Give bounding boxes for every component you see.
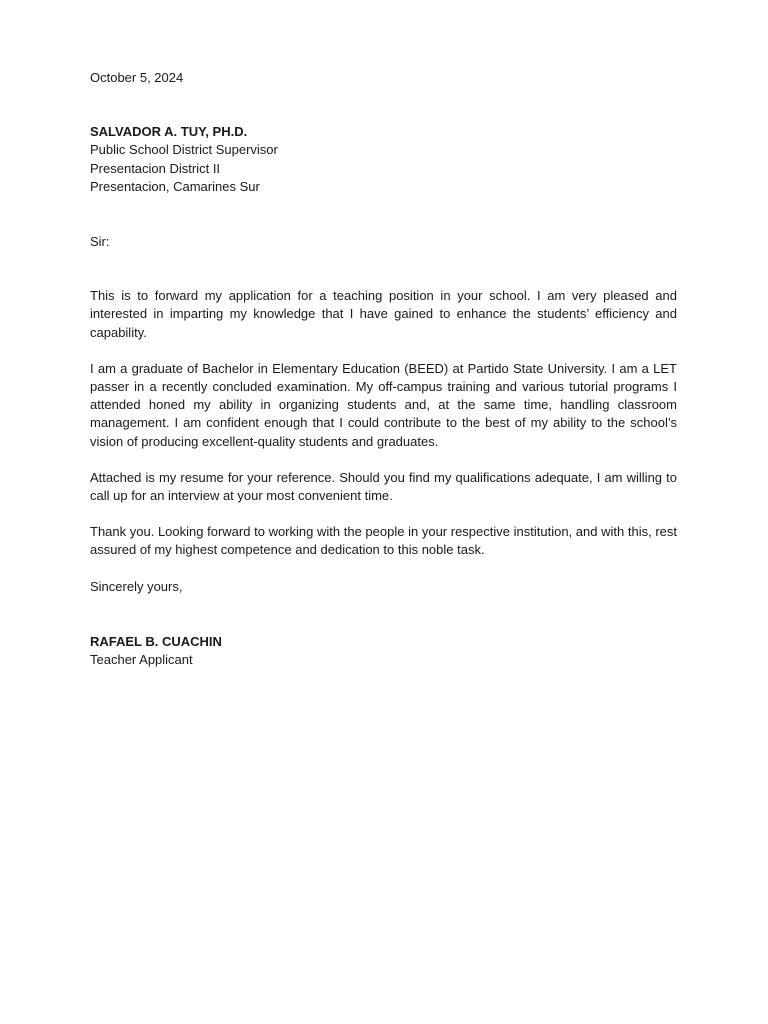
body-paragraph: Thank you. Looking forward to working with the people in your respective institution, and with this, rest assured of my highest competence and dedication to this noble task. bbox=[90, 524, 677, 558]
letter-date: October 5, 2024 bbox=[90, 70, 184, 85]
recipient-district: Presentacion District II bbox=[90, 160, 221, 176]
sender-block bbox=[90, 633, 677, 669]
body-paragraph: I am a graduate of Bachelor in Elementary Education (BEED) at Partido State University. I am a LET passer in a recently concluded examination. My off-campus training and various tutorial programs I attended honed my ability in organizing students and, at the same time, handling classroom management. I am confident enough that I could contribute to the best of my ability to the school’s vision of producing excellent-quality students and graduates. bbox=[90, 360, 677, 449]
body-paragraph: Attached is my resume for your reference. Should you find my qualifications adequate, I am willing to call up for an interview at your most convenient time. bbox=[90, 469, 677, 504]
salutation: Sir: bbox=[90, 234, 110, 250]
letter-page bbox=[90, 69, 677, 669]
recipient-title: Public School District Supervisor bbox=[90, 142, 278, 158]
sender-title: Teacher Applicant bbox=[90, 652, 193, 668]
recipient-block bbox=[90, 123, 677, 196]
body-paragraph: This is to forward my application for a teaching position in your school. I am very pleased and interested in imparting my knowledge that I have gained to enhance the students’ efficiency and capability. bbox=[90, 288, 677, 340]
recipient-address: Presentacion, Camarines Sur bbox=[90, 178, 260, 194]
sender-name: RAFAEL B. CUACHIN bbox=[90, 633, 222, 649]
closing: Sincerely yours, bbox=[90, 578, 183, 594]
recipient-name: SALVADOR A. TUY, PH.D. bbox=[90, 124, 248, 140]
